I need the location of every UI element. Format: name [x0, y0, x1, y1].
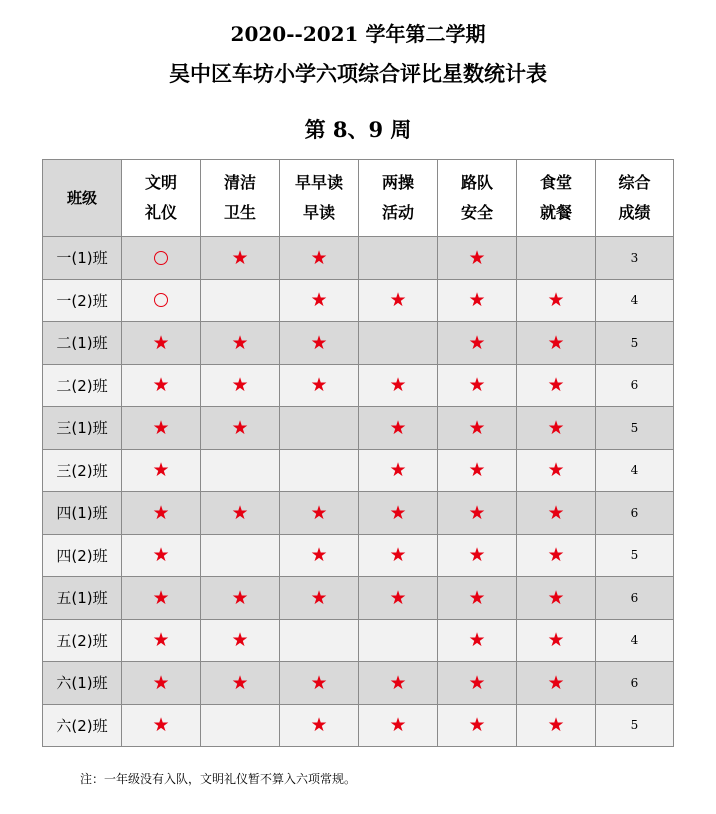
score-cell: [517, 577, 596, 620]
star-icon: ★: [468, 289, 486, 312]
column-header-line1: 路队: [460, 173, 493, 192]
score-cell: [517, 279, 596, 322]
score-cell: [438, 237, 517, 280]
star-icon: ★: [389, 289, 407, 312]
score-cell: [280, 364, 359, 407]
term-title: 2020--2021 学年第二学期: [230, 22, 486, 46]
star-icon: ★: [468, 671, 486, 694]
star-count-table: [42, 159, 674, 747]
column-header-line1: 文明: [144, 173, 177, 192]
star-icon: ★: [389, 501, 407, 524]
star-icon: ★: [152, 544, 170, 567]
star-icon: ★: [152, 459, 170, 482]
score-cell: [122, 407, 201, 450]
score-cell: [359, 237, 438, 280]
total-score-cell: 4: [596, 449, 674, 492]
star-icon: ★: [468, 586, 486, 609]
table-row: [43, 619, 674, 662]
score-cell: [359, 407, 438, 450]
score-cell: [122, 492, 201, 535]
score-cell: [359, 704, 438, 747]
score-cell: [280, 534, 359, 577]
star-icon: ★: [152, 586, 170, 609]
score-cell: [517, 364, 596, 407]
star-icon: ★: [310, 544, 328, 567]
column-header-class: [43, 160, 122, 237]
star-icon: ★: [310, 374, 328, 397]
score-cell: [280, 237, 359, 280]
score-cell: [201, 619, 280, 662]
table-row: [43, 279, 674, 322]
class-name-cell: 三(2)班: [43, 449, 122, 492]
total-score-cell: 5: [596, 322, 674, 365]
total-score-cell: 4: [596, 279, 674, 322]
score-cell: [438, 364, 517, 407]
score-cell: [280, 619, 359, 662]
score-cell: [517, 237, 596, 280]
star-icon: ★: [468, 459, 486, 482]
score-cell: [280, 662, 359, 705]
class-name-cell: 六(1)班: [43, 662, 122, 705]
star-icon: ★: [310, 671, 328, 694]
score-cell: [359, 534, 438, 577]
star-icon: ★: [547, 459, 565, 482]
score-cell: [122, 449, 201, 492]
circle-icon: [154, 293, 168, 307]
score-cell: [517, 492, 596, 535]
score-cell: [359, 279, 438, 322]
score-cell: [359, 577, 438, 620]
total-score-cell: 6: [596, 364, 674, 407]
star-icon: ★: [152, 331, 170, 354]
star-icon: ★: [231, 416, 249, 439]
column-header-line2: 礼仪: [144, 203, 177, 222]
star-icon: ★: [231, 331, 249, 354]
column-header-line2: 成绩: [618, 203, 651, 222]
star-icon: ★: [231, 501, 249, 524]
score-cell: [122, 534, 201, 577]
star-icon: ★: [468, 246, 486, 269]
total-score-cell: 6: [596, 492, 674, 535]
star-icon: ★: [547, 586, 565, 609]
score-cell: [438, 577, 517, 620]
score-cell: [201, 704, 280, 747]
score-cell: [359, 492, 438, 535]
class-name-cell: 一(2)班: [43, 279, 122, 322]
column-header-line2: 安全: [460, 203, 493, 222]
score-cell: [359, 449, 438, 492]
star-icon: ★: [231, 671, 249, 694]
column-header: [438, 160, 517, 237]
star-icon: ★: [152, 416, 170, 439]
star-icon: ★: [152, 374, 170, 397]
table-row: [43, 449, 674, 492]
score-cell: [438, 619, 517, 662]
score-cell: [280, 704, 359, 747]
star-icon: ★: [468, 629, 486, 652]
score-cell: [359, 619, 438, 662]
total-score-cell: 3: [596, 237, 674, 280]
column-header: [359, 160, 438, 237]
score-cell: [201, 534, 280, 577]
star-icon: ★: [310, 586, 328, 609]
star-icon: ★: [547, 714, 565, 737]
score-cell: [438, 322, 517, 365]
table-row: [43, 322, 674, 365]
total-score-cell: 5: [596, 407, 674, 450]
star-icon: ★: [389, 459, 407, 482]
star-icon: ★: [389, 586, 407, 609]
score-cell: [122, 237, 201, 280]
star-icon: ★: [389, 544, 407, 567]
score-cell: [517, 704, 596, 747]
star-icon: ★: [310, 289, 328, 312]
star-icon: ★: [389, 714, 407, 737]
star-icon: ★: [389, 416, 407, 439]
star-icon: ★: [310, 501, 328, 524]
score-cell: [438, 704, 517, 747]
score-cell: [438, 534, 517, 577]
score-cell: [517, 449, 596, 492]
star-icon: ★: [468, 544, 486, 567]
score-cell: [122, 619, 201, 662]
total-score-cell: 5: [596, 704, 674, 747]
week-label: 第 8、9 周: [304, 117, 412, 142]
score-cell: [438, 662, 517, 705]
score-cell: [517, 322, 596, 365]
star-icon: ★: [468, 501, 486, 524]
score-cell: [201, 364, 280, 407]
score-cell: [201, 322, 280, 365]
table-row: [43, 534, 674, 577]
column-header: [280, 160, 359, 237]
score-cell: [201, 577, 280, 620]
star-icon: ★: [231, 374, 249, 397]
star-icon: ★: [468, 714, 486, 737]
star-icon: ★: [547, 501, 565, 524]
star-icon: ★: [547, 544, 565, 567]
score-cell: [201, 662, 280, 705]
table-row: [43, 364, 674, 407]
class-name-cell: 五(2)班: [43, 619, 122, 662]
score-cell: [122, 577, 201, 620]
star-icon: ★: [547, 374, 565, 397]
star-icon: ★: [468, 416, 486, 439]
star-icon: ★: [152, 501, 170, 524]
star-icon: ★: [310, 246, 328, 269]
score-cell: [517, 407, 596, 450]
table-row: [43, 492, 674, 535]
column-header-line1: 食堂: [539, 173, 572, 192]
score-cell: [201, 492, 280, 535]
score-cell: [122, 364, 201, 407]
score-cell: [122, 704, 201, 747]
table-title: 吴中区车坊小学六项综合评比星数统计表: [169, 61, 547, 86]
star-icon: ★: [310, 714, 328, 737]
score-cell: [359, 322, 438, 365]
score-cell: [280, 492, 359, 535]
score-cell: [122, 279, 201, 322]
star-icon: ★: [231, 629, 249, 652]
column-header-line1: 综合: [618, 173, 651, 192]
class-name-cell: 二(1)班: [43, 322, 122, 365]
class-name-cell: 六(2)班: [43, 704, 122, 747]
score-cell: [438, 492, 517, 535]
table-row: [43, 577, 674, 620]
table-row: [43, 407, 674, 450]
class-name-cell: 二(2)班: [43, 364, 122, 407]
class-name-cell: 五(1)班: [43, 577, 122, 620]
column-header-line1: 班级: [66, 189, 97, 207]
star-icon: ★: [152, 629, 170, 652]
footnote: 注：一年级没有入队，文明礼仪暂不算入六项常规。: [80, 772, 357, 786]
column-header: [122, 160, 201, 237]
star-icon: ★: [310, 331, 328, 354]
star-icon: ★: [231, 586, 249, 609]
total-score-cell: 6: [596, 662, 674, 705]
score-cell: [280, 279, 359, 322]
star-icon: ★: [152, 714, 170, 737]
score-cell: [122, 322, 201, 365]
star-icon: ★: [468, 374, 486, 397]
star-icon: ★: [547, 629, 565, 652]
star-icon: ★: [389, 374, 407, 397]
score-cell: [359, 364, 438, 407]
column-header-line2: 卫生: [223, 203, 256, 222]
score-cell: [201, 449, 280, 492]
score-cell: [280, 577, 359, 620]
table-row: [43, 662, 674, 705]
table-body: [43, 237, 674, 747]
star-icon: ★: [231, 246, 249, 269]
star-icon: ★: [389, 671, 407, 694]
class-name-cell: 四(2)班: [43, 534, 122, 577]
star-icon: ★: [152, 671, 170, 694]
total-score-cell: 4: [596, 619, 674, 662]
column-header-line1: 早早读: [294, 173, 343, 192]
total-score-cell: 6: [596, 577, 674, 620]
star-icon: ★: [468, 331, 486, 354]
score-cell: [280, 322, 359, 365]
score-cell: [201, 279, 280, 322]
circle-icon: [154, 251, 168, 265]
score-cell: [517, 619, 596, 662]
column-header-line2: 早读: [302, 203, 335, 222]
star-icon: ★: [547, 289, 565, 312]
table-row: [43, 704, 674, 747]
score-cell: [438, 407, 517, 450]
column-header: [517, 160, 596, 237]
table-row: [43, 237, 674, 280]
score-cell: [359, 662, 438, 705]
score-cell: [517, 662, 596, 705]
class-name-cell: 一(1)班: [43, 237, 122, 280]
class-name-cell: 四(1)班: [43, 492, 122, 535]
column-header: [596, 160, 674, 237]
star-icon: ★: [547, 416, 565, 439]
class-name-cell: 三(1)班: [43, 407, 122, 450]
column-header-line2: 活动: [381, 203, 414, 222]
total-score-cell: 5: [596, 534, 674, 577]
score-cell: [201, 237, 280, 280]
column-header: [201, 160, 280, 237]
score-cell: [201, 407, 280, 450]
header-row: [43, 160, 674, 237]
column-header-line2: 就餐: [539, 203, 572, 222]
star-icon: ★: [547, 331, 565, 354]
score-cell: [438, 449, 517, 492]
score-cell: [517, 534, 596, 577]
column-header-line1: 两操: [381, 173, 414, 192]
score-cell: [122, 662, 201, 705]
column-header-line1: 清洁: [223, 173, 256, 192]
score-cell: [280, 449, 359, 492]
score-cell: [438, 279, 517, 322]
star-icon: ★: [547, 671, 565, 694]
score-cell: [280, 407, 359, 450]
